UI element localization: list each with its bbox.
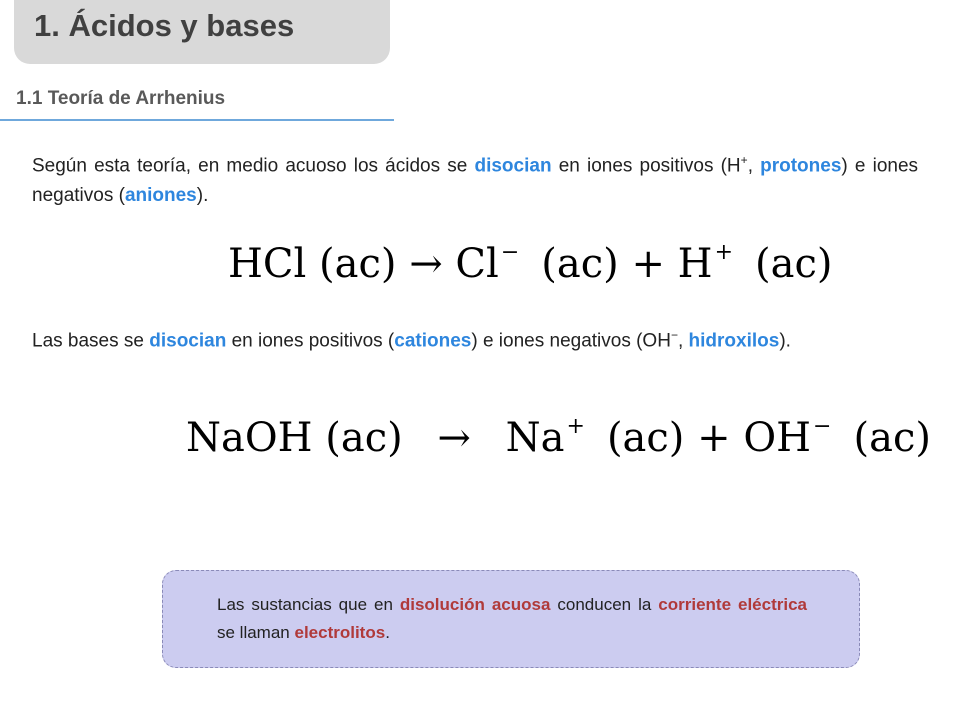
keyword-corriente-electrica: corriente eléctrica (658, 595, 807, 614)
keyword-cationes: cationes (394, 330, 472, 352)
ion-charge: + (714, 240, 733, 265)
section-subtitle: 1.1 Teoría de Arrhenius (16, 88, 226, 109)
keyword-protones: protones (760, 155, 842, 177)
equation-mid: (ac) + H (541, 241, 713, 287)
text: ) e iones negativos ( (32, 155, 919, 207)
keyword-hidroxilos: hidroxilos (688, 330, 780, 352)
arrow-icon: → (437, 415, 471, 461)
keyword-disocian: disocian (149, 330, 227, 352)
equation-lhs: NaOH (ac) (186, 415, 403, 461)
subtitle-underline (0, 119, 394, 121)
text: conducen la (550, 595, 659, 614)
paragraph-acids (32, 145, 918, 211)
keyword-disolucion-acuosa: disolución acuosa (399, 595, 551, 614)
note-text (217, 591, 807, 647)
text: Las sustancias que en (217, 595, 400, 614)
note-box (162, 570, 860, 668)
page-title: 1. Ácidos y bases (34, 8, 295, 43)
ion: Cl (455, 241, 499, 287)
arrow-icon: → (409, 241, 443, 287)
text: ). (779, 330, 791, 352)
text: . (385, 623, 390, 642)
equation-lhs: HCl (ac) (228, 241, 397, 287)
equation-mid: (ac) + OH (606, 415, 812, 461)
text: Las bases se (32, 330, 150, 352)
text: , (677, 330, 689, 352)
keyword-electrolitos: electrolitos (294, 623, 386, 642)
keyword-disocian: disocian (474, 155, 552, 177)
text: , (747, 155, 761, 177)
equation-naoh (186, 414, 931, 461)
equation-end: (ac) (853, 415, 931, 461)
equation-end: (ac) (755, 241, 833, 287)
text: ) e iones negativos (OH (471, 330, 671, 352)
text: ). (196, 185, 209, 207)
equation-hcl (228, 240, 832, 287)
paragraph-bases (32, 320, 918, 356)
text: en iones positivos ( (226, 330, 395, 352)
ion-charge: − (813, 414, 832, 439)
charge: + (740, 153, 748, 167)
keyword-aniones: aniones (124, 185, 197, 207)
text: Según esta teoría, en medio acuoso los ácidos se (32, 155, 475, 177)
text: se llaman (217, 623, 295, 642)
ion-charge: − (500, 240, 520, 265)
ion-charge: + (566, 414, 585, 439)
charge: − (670, 328, 678, 342)
ion: Na (505, 415, 565, 461)
text: en iones positivos (H (551, 155, 741, 177)
